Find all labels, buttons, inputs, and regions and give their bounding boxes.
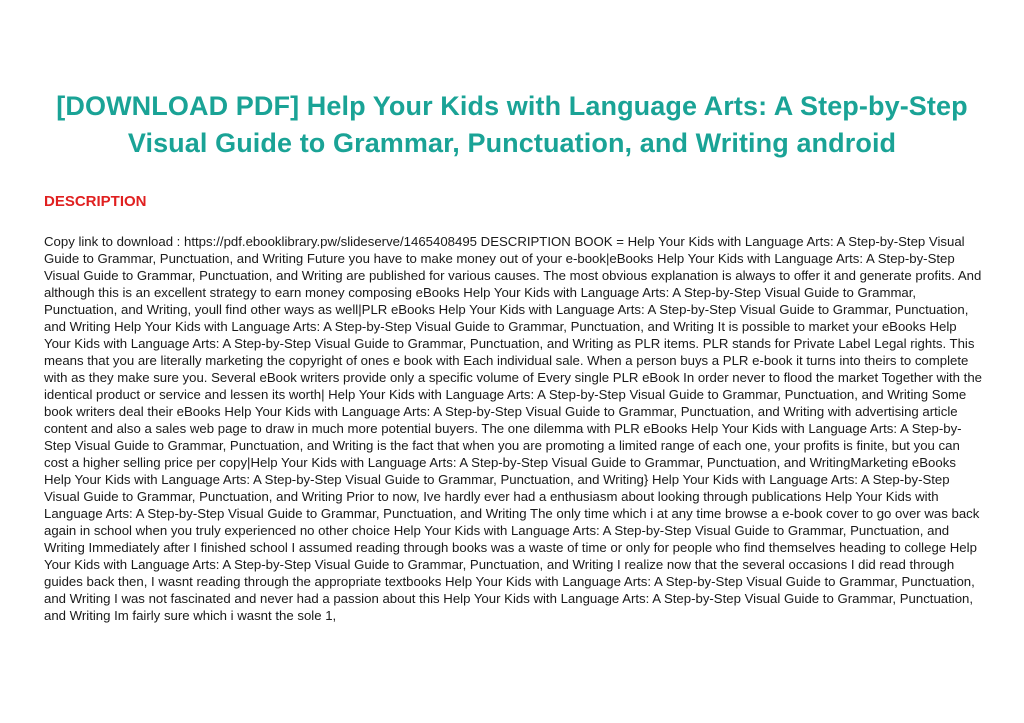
document-title: [DOWNLOAD PDF] Help Your Kids with Language Arts: A Step-by-Step Visual Guide to Grammar, Punctuation, and Writing android xyxy=(56,91,968,158)
description-body: Copy link to download : https://pdf.ebooklibrary.pw/slideserve/1465408495 DESCRIPTION BOOK = Help Your Kids with Language Arts: A Step-by-Step Visual Guide to Grammar, Punctuation, and Writing Future you have to make money out of your e-book|eBooks Help Your Kids with Language Arts: A Step-by-Step Visual Guide to Grammar, Punctuation, and Writing are published for various causes. The most obvious explanation is always to offer it and generate profits. And although this is an excellent strategy to earn money composing eBooks Help Your Kids with Language Arts: A Step-by-Step Visual Guide to Grammar, Punctuation, and Writing, youll find other ways as well|PLR eBooks Help Your Kids with Language Arts: A Step-by-Step Visual Guide to Grammar, Punctuation, and Writing Help Your Kids with Language Arts: A Step-by-Step Visual Guide to Grammar, Punctuation, and Writing It is possible to market your eBooks Help Your Kids with Language Arts: A Step-by-Step Visual Guide to Grammar, Punctuation, and Writing as PLR items. PLR stands for Private Label Legal rights. This means that you are literally marketing the copyright of ones e book with Each individual sale. When a person buys a PLR e-book it turns into theirs to complete with as they make sure you. Several eBook writers provide only a specific volume of Every single PLR eBook In order never to flood the market Together with the identical product or service and lessen its worth| Help Your Kids with Language Arts: A Step-by-Step Visual Guide to Grammar, Punctuation, and Writing Some book writers deal their eBooks Help Your Kids with Language Arts: A Step-by-Step Visual Guide to Grammar, Punctuation, and Writing with advertising article content and also a sales web page to draw in much more potential buyers. The one dilemma with PLR eBooks Help Your Kids with Language Arts: A Step-by-Step Visual Guide to Grammar, Punctuation, and Writing is the fact that when you are promoting a limited range of each one, your profits is finite, but you can cost a higher selling price per copy|Help Your Kids with Language Arts: A Step-by-Step Visual Guide to Grammar, Punctuation, and WritingMarketing eBooks Help Your Kids with Language Arts: A Step-by-Step Visual Guide to Grammar, Punctuation, and Writing} Help Your Kids with Language Arts: A Step-by-Step Visual Guide to Grammar, Punctuation, and Writing Prior to now, Ive hardly ever had a enthusiasm about looking through publications Help Your Kids with Language Arts: A Step-by-Step Visual Guide to Grammar, Punctuation, and Writing The only time which i at any time browse a e-book cover to go over was back again in school when you truly experienced no other choice Help Your Kids with Language Arts: A Step-by-Step Visual Guide to Grammar, Punctuation, and Writing Immediately after I finished school I assumed reading through books was a waste of time or only for people who find themselves heading to college Help Your Kids with Language Arts: A Step-by-Step Visual Guide to Grammar, Punctuation, and Writing I realize now that the several occasions I did read through guides back then, I wasnt reading through the appropriate textbooks Help Your Kids with Language Arts: A Step-by-Step Visual Guide to Grammar, Punctuation, and Writing I was not fascinated and never had a passion about this Help Your Kids with Language Arts: A Step-by-Step Visual Guide to Grammar, Punctuation, and Writing Im fairly sure which i wasnt the sole 1, xyxy=(44,234,982,623)
description-heading: DESCRIPTION xyxy=(44,193,147,210)
